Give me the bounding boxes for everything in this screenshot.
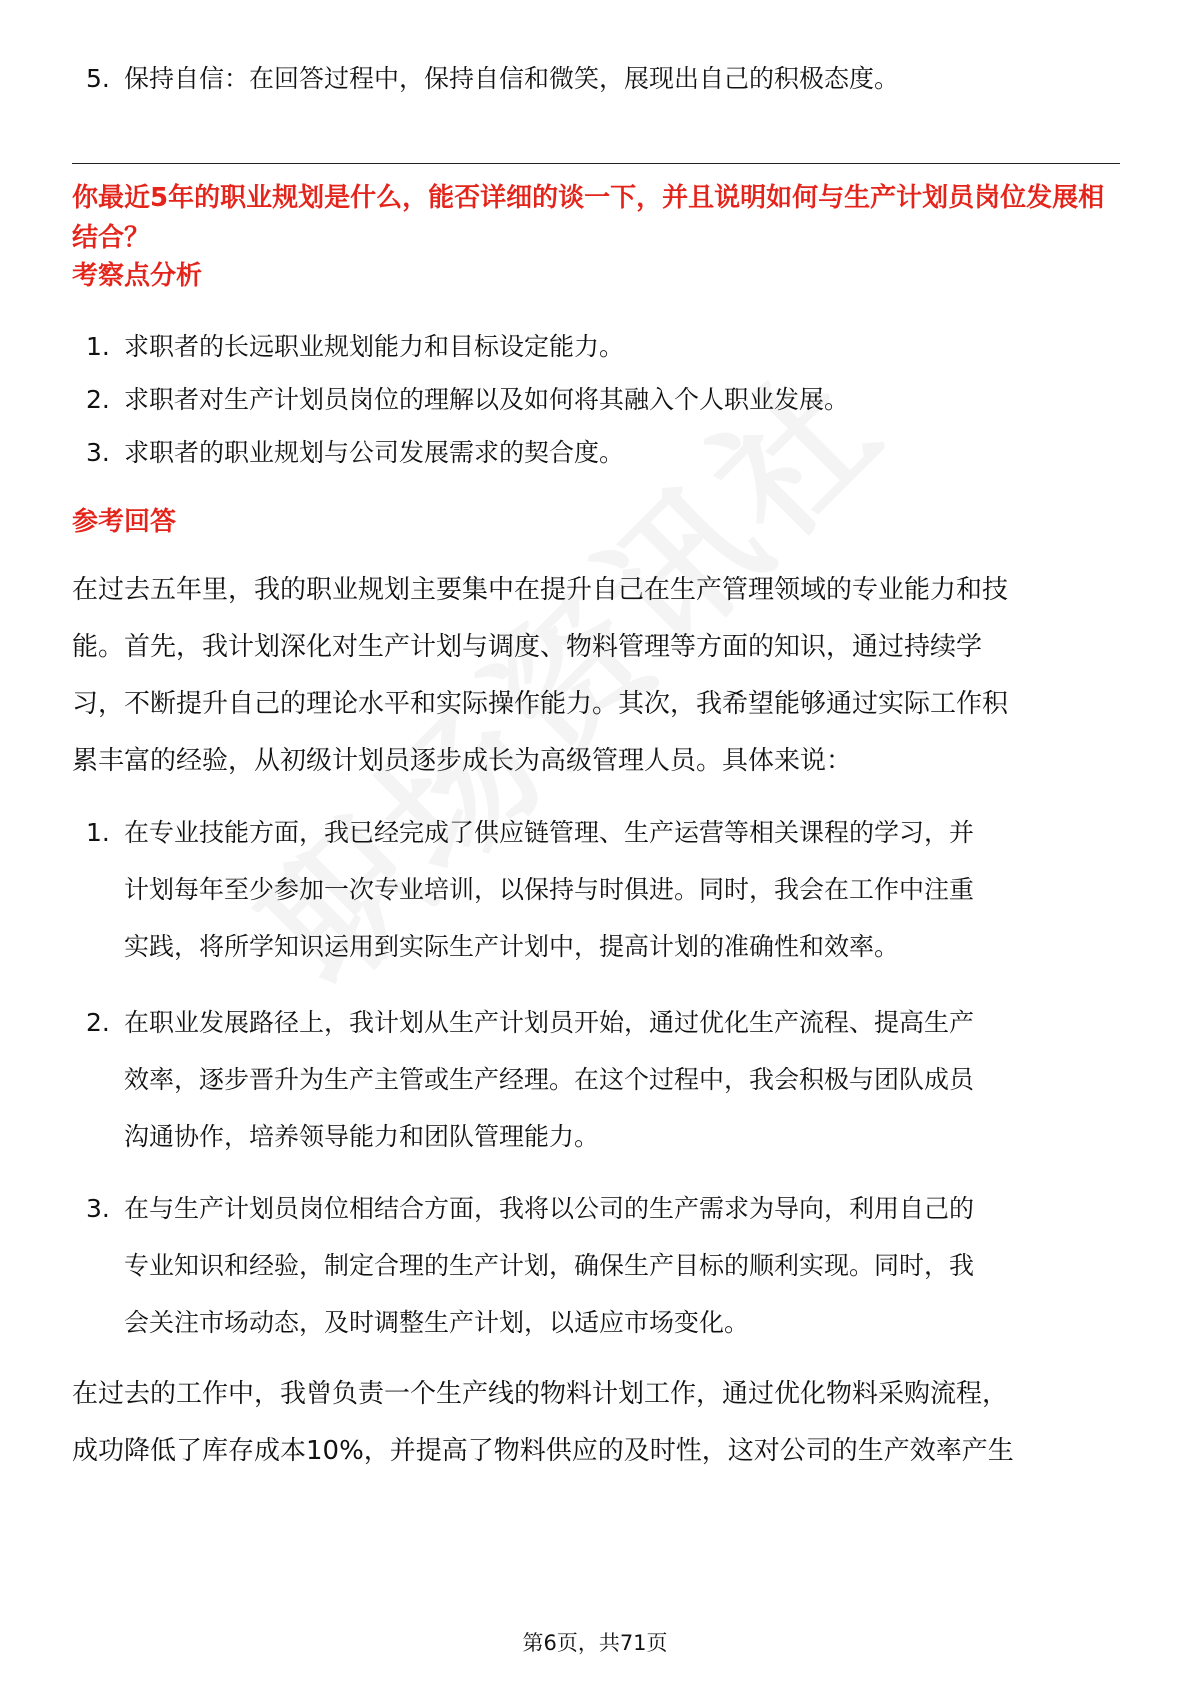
text-line: 累丰富的经验，从初级计划员逐步成长为高级管理人员。具体来说：	[72, 746, 853, 776]
answer-intro	[72, 562, 1122, 790]
text-line: 成功降低了库存成本10%，并提高了物料供应的及时性，这对公司的生产效率产生	[72, 1436, 1014, 1466]
text-line: 在职业发展路径上，我计划从生产计划员开始，通过优化生产流程、提高生产	[124, 1008, 975, 1037]
text-line: 在过去五年里，我的职业规划主要集中在提升自己在生产管理领域的专业能力和技	[72, 575, 1009, 605]
text-line: 效率，逐步晋升为生产主管或生产经理。在这个过程中，我会积极与团队成员	[124, 1065, 975, 1094]
list-number: 1.	[86, 818, 110, 847]
text-line: 能。首先，我计划深化对生产计划与调度、物料管理等方面的知识，通过持续学	[72, 632, 983, 662]
analysis-title: 考察点分析	[72, 261, 203, 291]
page-footer: 第6页，共71页	[522, 1631, 668, 1655]
divider	[72, 163, 1120, 164]
text-line: 沟通协作，培养领导能力和团队管理能力。	[124, 1122, 600, 1151]
text-line: 会关注市场动态，及时调整生产计划，以适应市场变化。	[124, 1308, 750, 1337]
list-number: 5.	[86, 64, 110, 93]
text-line: 习，不断提升自己的理论水平和实际操作能力。其次，我希望能够通过实际工作积	[72, 689, 1009, 719]
list-number: 2.	[86, 1008, 110, 1037]
list-number: 1.	[86, 332, 110, 361]
answer-title: 参考回答	[72, 507, 177, 537]
text-line: 在与生产计划员岗位相结合方面，我将以公司的生产需求为导向，利用自己的	[124, 1194, 975, 1223]
list-number: 3.	[86, 438, 110, 467]
answer-closing	[72, 1366, 1122, 1480]
text-line: 实践，将所学知识运用到实际生产计划中，提高计划的准确性和效率。	[124, 932, 900, 961]
text-line: 在专业技能方面，我已经完成了供应链管理、生产运营等相关课程的学习，并	[124, 818, 975, 847]
list-number: 3.	[86, 1194, 110, 1223]
text-line: 计划每年至少参加一次专业培训，以保持与时俱进。同时，我会在工作中注重	[124, 875, 975, 904]
text-line: 专业知识和经验，制定合理的生产计划，确保生产目标的顺利实现。同时，我	[124, 1251, 975, 1280]
list-text: 求职者的职业规划与公司发展需求的契合度。	[124, 438, 625, 467]
list-text: 保持自信：在回答过程中，保持自信和微笑，展现出自己的积极态度。	[124, 64, 900, 93]
list-text: 求职者对生产计划员岗位的理解以及如何将其融入个人职业发展。	[124, 385, 850, 414]
list-number: 2.	[86, 385, 110, 414]
list-text: 求职者的长远职业规划能力和目标设定能力。	[124, 332, 625, 361]
text-line: 在过去的工作中，我曾负责一个生产线的物料计划工作，通过优化物料采购流程，	[72, 1379, 1009, 1409]
question-heading: 你最近5年的职业规划是什么，能否详细的谈一下，并且说明如何与生产计划员岗位发展相结合？	[72, 183, 1105, 253]
